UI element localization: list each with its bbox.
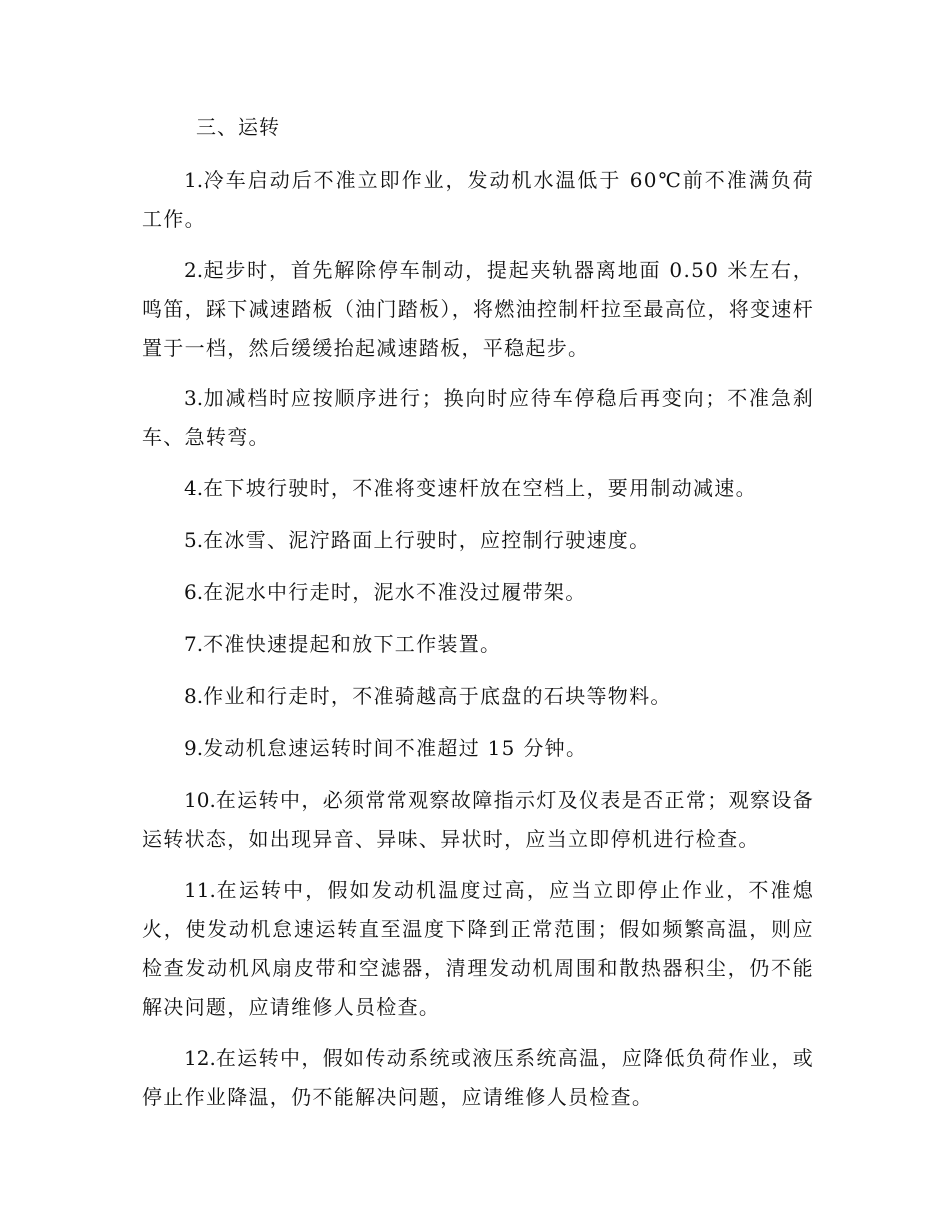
section-heading: 三、运转: [196, 115, 280, 139]
list-item: [142, 781, 814, 859]
list-item: [142, 469, 814, 508]
item-text: 在运转中，假如传动系统或液压系统高温，应降低负荷作业，或停止作业降温，仍不能解决问题，应请维修人员检查。: [142, 1046, 814, 1109]
list-item: [142, 871, 814, 1027]
item-number: 5.: [184, 528, 204, 552]
list-item: [142, 521, 814, 560]
item-number: 8.: [184, 684, 204, 708]
list-item: [142, 625, 814, 664]
item-text: 在运转中，必须常常观察故障指示灯及仪表是否正常；观察设备运转状态，如出现异音、异味、异状时，应当立即停机进行检查。: [142, 788, 814, 851]
list-item: [142, 161, 814, 239]
item-number: 1.: [184, 168, 204, 192]
list-item: [142, 729, 814, 768]
item-number: 6.: [184, 580, 204, 604]
item-text: 起步时，首先解除停车制动，提起夹轨器离地面 0.50 米左右，鸣笛，踩下减速踏板（油门踏板），将燃油控制杆拉至最高位，将变速杆置于一档，然后缓缓抬起减速踏板，平稳起步。: [142, 258, 814, 360]
list-item: [142, 251, 814, 368]
item-number: 4.: [184, 476, 204, 500]
item-number: 9.: [184, 736, 204, 760]
item-number: 2.: [184, 258, 204, 282]
item-text: 在冰雪、泥泞路面上行驶时，应控制行驶速度。: [203, 528, 651, 552]
list-item: [142, 1039, 814, 1117]
item-text: 在运转中，假如发动机温度过高，应当立即停止作业，不准熄火，使发动机怠速运转直至温度下降到正常范围；假如频繁高温，则应检查发动机风扇皮带和空滤器，清理发动机周围和散热器积尘，仍不能解决问题，应请维修人员检查。: [142, 878, 814, 1019]
item-text: 发动机怠速运转时间不准超过 15 分钟。: [203, 736, 588, 760]
item-text: 作业和行走时，不准骑越高于底盘的石块等物料。: [203, 684, 672, 708]
item-number: 10.: [184, 788, 216, 812]
item-text: 在泥水中行走时，泥水不准没过履带架。: [203, 580, 587, 604]
item-text: 冷车启动后不准立即作业，发动机水温低于 60℃前不准满负荷工作。: [142, 168, 814, 231]
item-text: 在下坡行驶时，不准将变速杆放在空档上，要用制动减速。: [203, 476, 757, 500]
item-text: 加减档时应按顺序进行；换向时应待车停稳后再变向；不准急刹车、急转弯。: [142, 386, 814, 449]
item-text: 不准快速提起和放下工作装置。: [203, 632, 502, 656]
item-number: 3.: [184, 386, 204, 410]
list-item: [142, 677, 814, 716]
list-item: [142, 573, 814, 612]
list-item: [142, 379, 814, 457]
item-number: 12.: [184, 1046, 216, 1070]
item-number: 11.: [184, 878, 216, 902]
item-number: 7.: [184, 632, 204, 656]
